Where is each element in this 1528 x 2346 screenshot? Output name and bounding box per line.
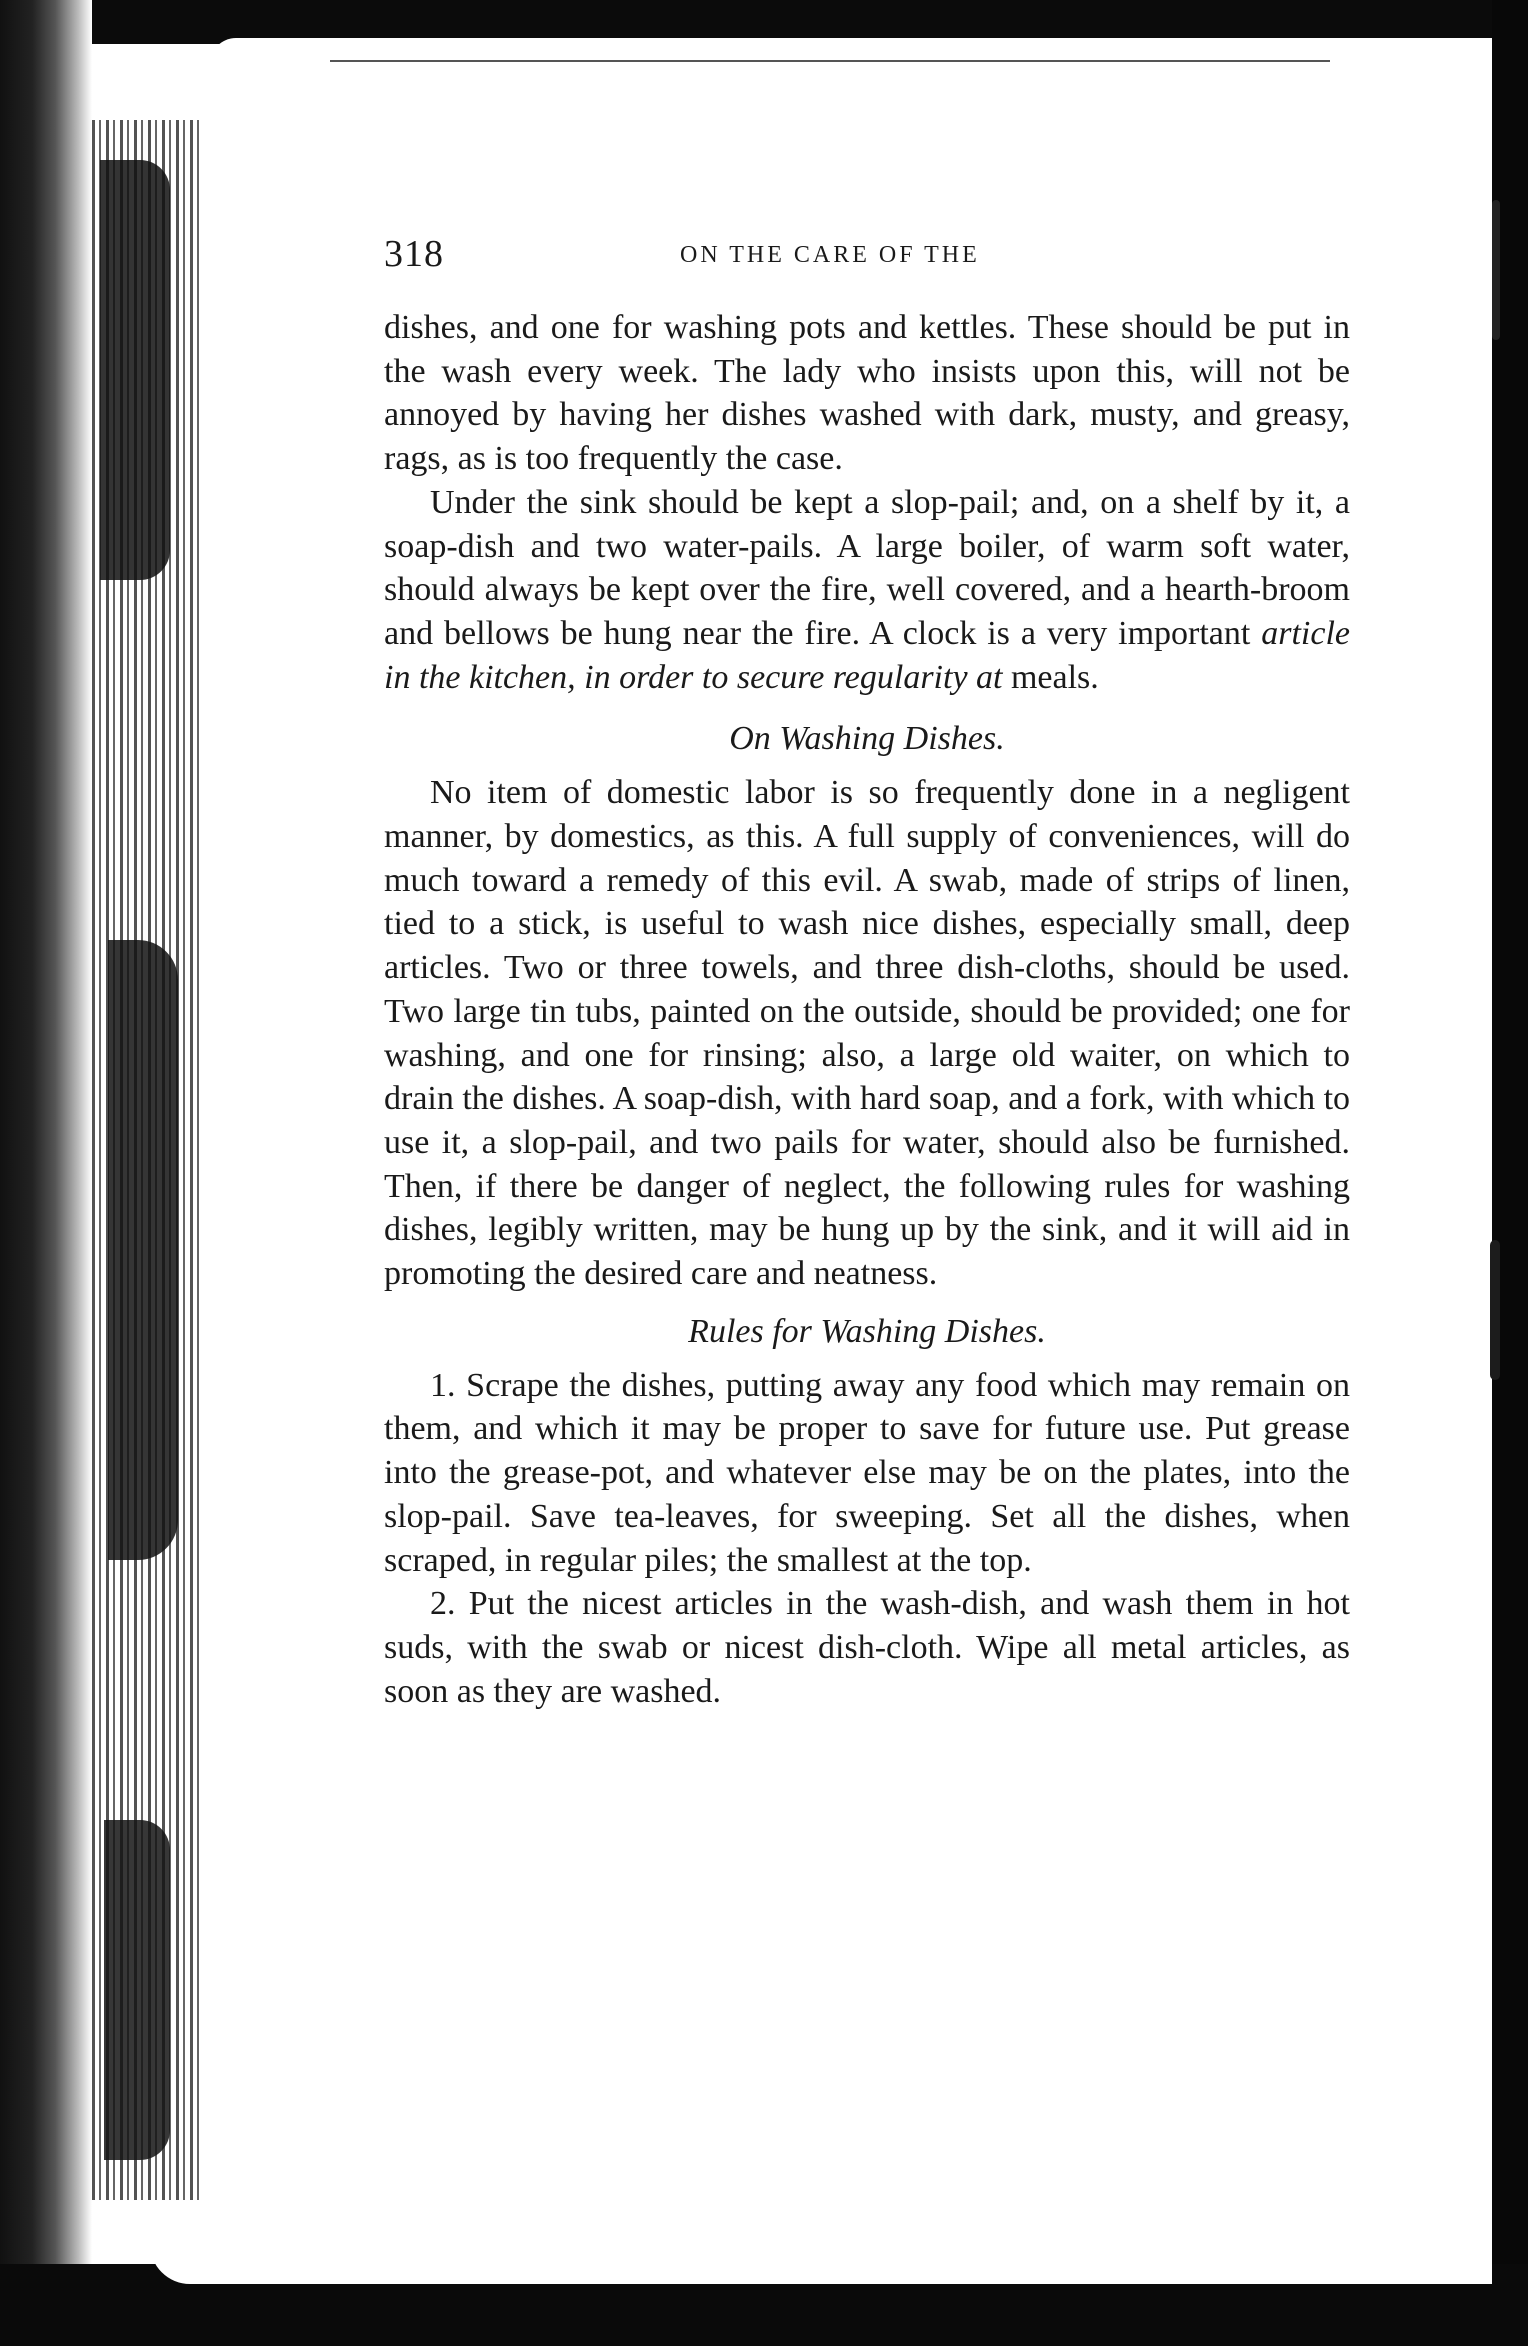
paragraph-dishcloths: dishes, and one for washing pots and kettles. These should be put in the wash every week. The lady who insists upon this, will not be annoyed by having her dishes washed with dark, musty, and greasy, rags, as is too frequently the case. [384,309,1350,478]
scan-border-right [1492,0,1528,2346]
page-header [384,222,1350,282]
book-page [384,222,1350,1713]
paragraph-sink [384,481,1350,700]
gutter-shadow [104,1820,170,2160]
running-head: ON THE CARE OF THE [680,242,980,268]
gutter-shadow [100,160,170,580]
rule-1: 1. Scrape the dishes, putting away any food which may remain on them, and which it may be proper to save for future use. Put grease into the grease-pot, and whatever else may be on the plates, into the slop-pail. Save tea-leaves, for sweeping. Set all the dishes, when scraped, in regular piles; the smallest at the top. [384,1366,1350,1579]
heading-rules: Rules for Washing Dishes. [688,1312,1046,1350]
paragraph-sink-end: meals. [1010,658,1099,696]
heading-washing-dishes: On Washing Dishes. [729,720,1005,758]
scan-border-bottom-edge [150,2244,1492,2284]
scan-mark [1490,1240,1500,1380]
paragraph-sink-italic: article in the kitchen, in order to secure regularity at [384,614,1351,696]
rule-2: 2. Put the nicest articles in the wash-dish, and wash them in hot suds, with the swab or nicest dish-cloth. Wipe all metal articles, as soon as they are washed. [384,1585,1350,1710]
scan-mark [1492,200,1500,340]
scan-border-left [0,0,92,2346]
scan-hairline [330,60,1330,62]
gutter-shadow [108,940,178,1560]
page-number: 318 [384,233,444,275]
paragraph-sink-text: Under the sink should be kept a slop-pail; and, on a shelf by it, a soap-dish and two water-pails. A large boiler, of warm soft water, should always be kept over the fire, well covered, and a hearth-broom and bellows be hung near the fire. A clock is a very important [384,483,1350,652]
paragraph-washing: No item of domestic labor is so frequently done in a negligent manner, by domestics, as this. A full supply of conveniences, will do much toward a remedy of this evil. A swab, made of strips of linen, tied to a stick, is useful to wash nice dishes, especially small, deep articles. Two or three towels, and three dish-cloths, should be used. Two large tin tubs, painted on the outside, should be provided; one for washing, and one for rinsing; also, a large old waiter, on which to drain the dishes. A soap-dish, with hard soap, and a fork, with which to use it, a slop-pail, and two pails for water, should also be furnished. Then, if there be danger of neglect, the following rules for washing dishes, legibly written, may be hung up by the sink, and it will aid in promoting the desired care and neatness. [384,774,1351,1293]
